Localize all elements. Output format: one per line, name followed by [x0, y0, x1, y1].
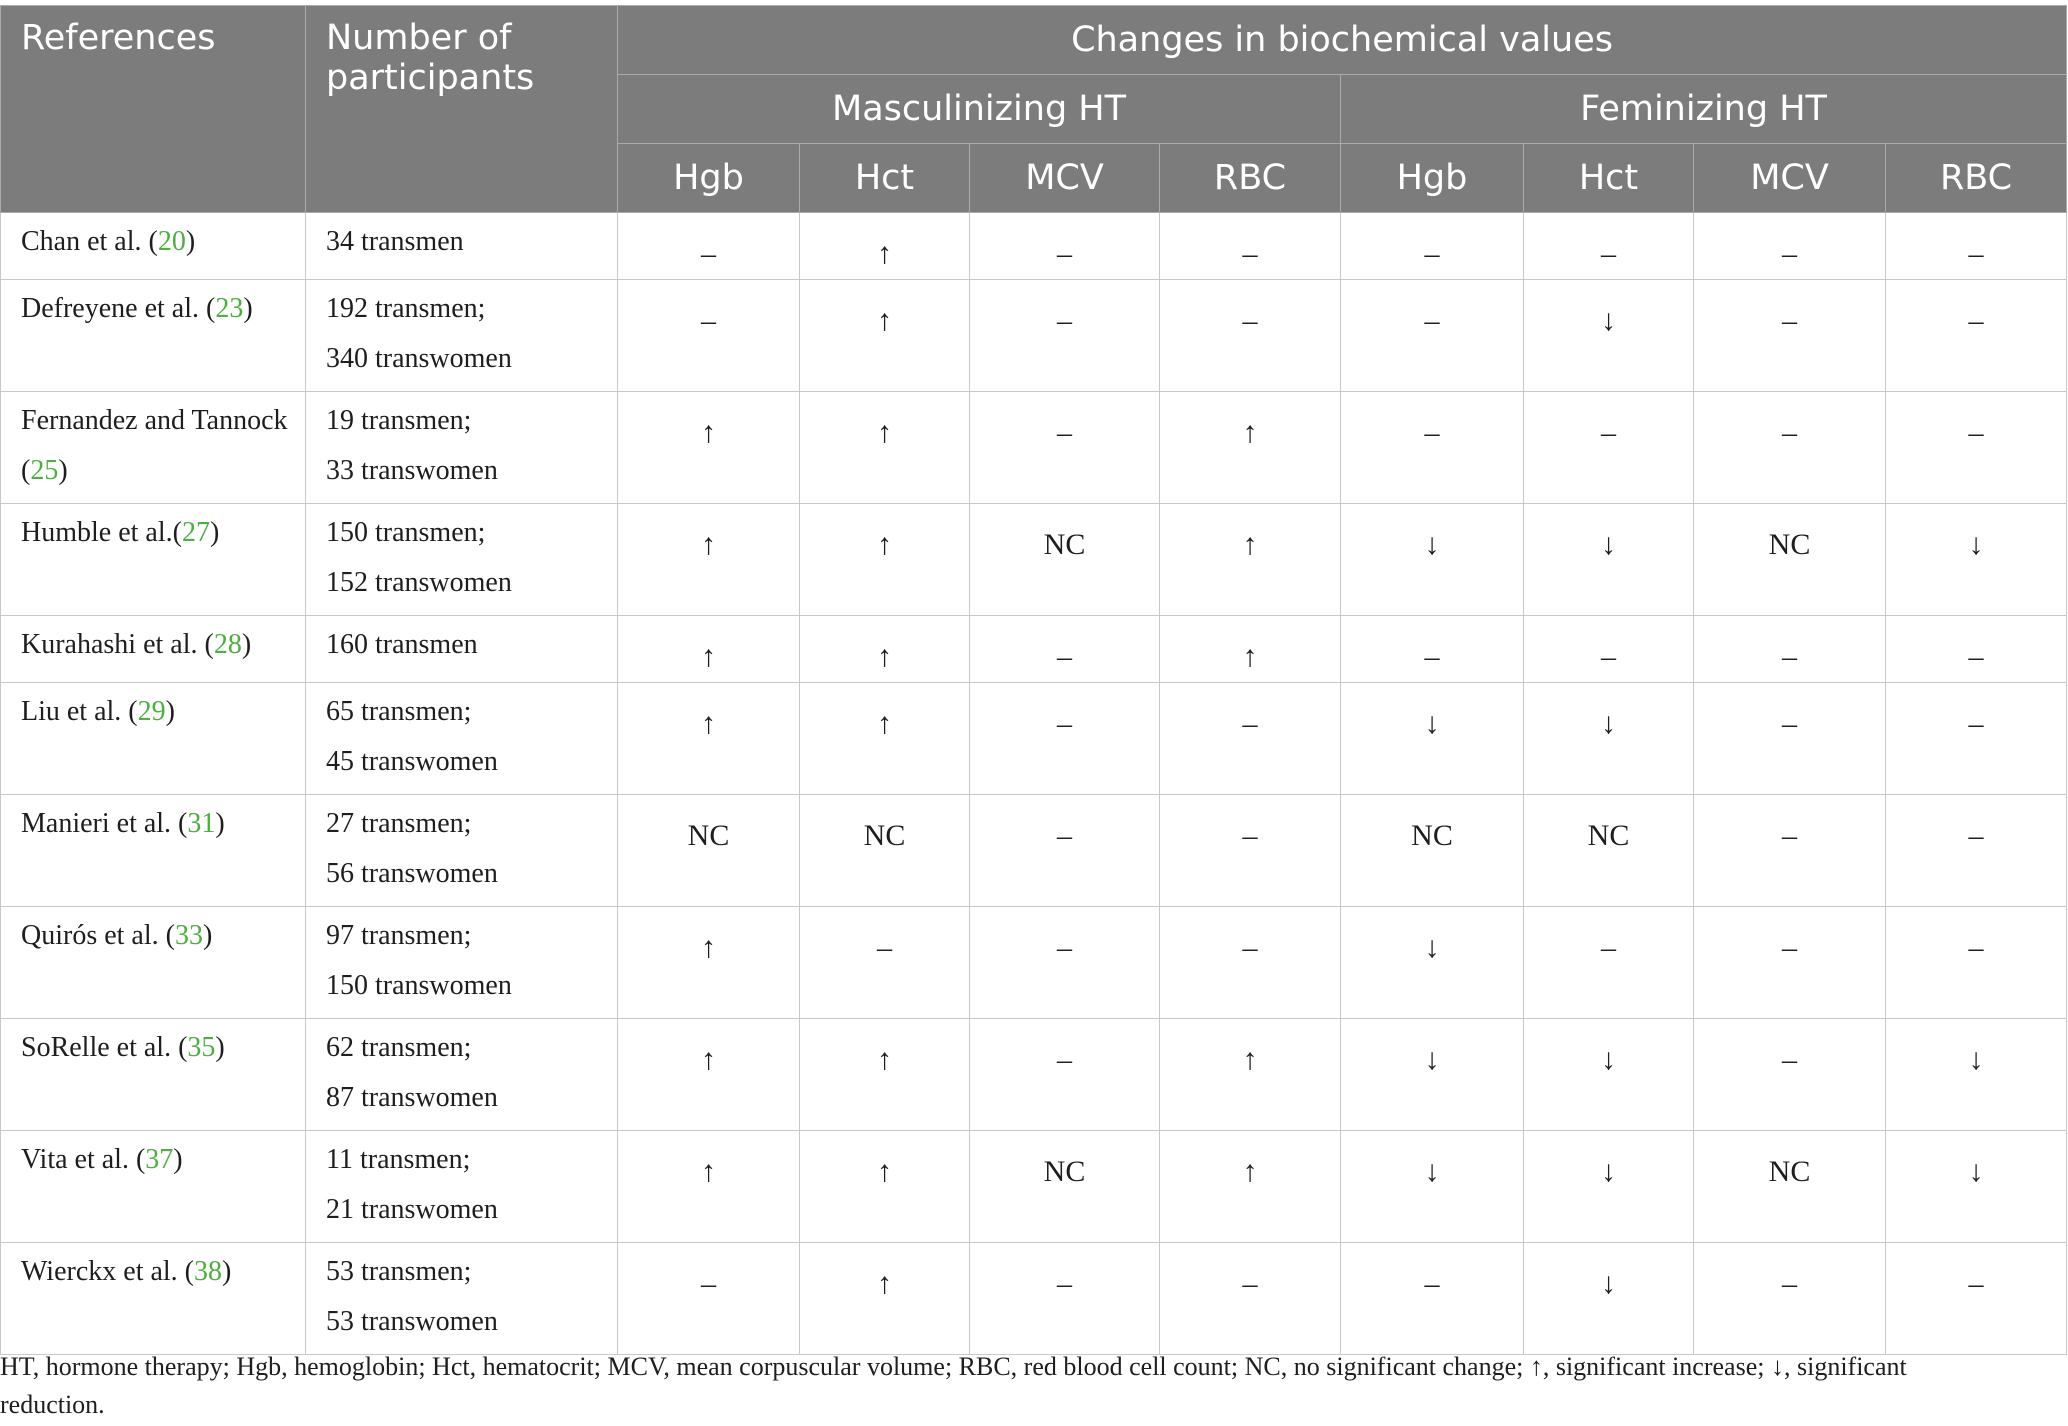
value-text: – [1601, 640, 1616, 673]
reference-text: Humble et al.( [21, 517, 182, 548]
value-cell-hgb-masc [618, 392, 800, 504]
value-cell-hgb-masc [618, 280, 800, 392]
reference-close: ) [209, 517, 220, 548]
reference-text: Defreyene et al. ( [21, 293, 216, 324]
value-cell-rbc-fem [1886, 795, 2067, 907]
table-body [1, 213, 2067, 1355]
table-row [1, 683, 2067, 795]
value-cell-mcv-masc [970, 392, 1160, 504]
value-cell-rbc-masc [1160, 683, 1341, 795]
value-cell-mcv-fem [1694, 907, 1886, 1019]
participants-line-2: 87 transwomen [326, 1082, 498, 1113]
value-text: ↓ [1601, 707, 1616, 740]
value-text: ↓ [1424, 707, 1440, 740]
value-text: – [1057, 819, 1072, 852]
table-row [1, 213, 2067, 280]
participants-line-1: 192 transmen; [326, 293, 486, 324]
header-feminizing: Feminizing HT [1341, 75, 2067, 144]
participants-line-2: 53 transwomen [326, 1306, 498, 1337]
value-text: – [1057, 640, 1072, 673]
value-cell-rbc-masc [1160, 795, 1341, 907]
value-cell-hct-fem [1524, 907, 1694, 1019]
citation-link[interactable]: 23 [215, 293, 244, 324]
value-cell-hgb-masc [618, 795, 800, 907]
value-cell-hct-masc [800, 1019, 970, 1131]
value-text: – [1782, 931, 1797, 964]
citation-link[interactable]: 25 [30, 455, 59, 486]
value-text: – [1424, 237, 1440, 270]
table-row [1, 1131, 2067, 1243]
value-cell-rbc-masc [1160, 616, 1341, 683]
participants-line-1: 160 transmen [326, 629, 478, 660]
participants-line-1: 34 transmen [326, 226, 464, 257]
reference-text: SoRelle et al. ( [21, 1032, 188, 1063]
value-cell-mcv-masc [970, 280, 1160, 392]
value-cell-hct-fem [1524, 213, 1694, 280]
value-text: – [1782, 640, 1797, 673]
reference-close: ) [222, 1256, 232, 1287]
participants-cell [306, 213, 618, 280]
value-text: ↑ [1242, 1043, 1258, 1076]
header-col-rbc-masc: RBC [1160, 144, 1341, 213]
value-cell-hct-masc [800, 795, 970, 907]
value-cell-hct-fem [1524, 280, 1694, 392]
value-text: – [1968, 707, 1984, 740]
reference-close: ) [215, 808, 225, 839]
value-cell-hgb-fem [1341, 1243, 1524, 1355]
value-text: ↑ [701, 1155, 716, 1188]
value-cell-hct-fem [1524, 616, 1694, 683]
value-cell-mcv-fem [1694, 504, 1886, 616]
value-text: NC [1043, 1155, 1086, 1188]
value-cell-rbc-masc [1160, 1131, 1341, 1243]
participants-cell [306, 280, 618, 392]
value-cell-rbc-fem [1886, 504, 2067, 616]
value-text: – [1968, 1267, 1984, 1300]
citation-link[interactable]: 35 [187, 1032, 216, 1063]
header-col-hct-fem: Hct [1524, 144, 1694, 213]
table-header [1, 6, 2067, 213]
value-cell-mcv-fem [1694, 213, 1886, 280]
value-text: NC [1768, 528, 1811, 561]
value-text: – [1424, 304, 1440, 337]
value-cell-rbc-fem [1886, 392, 2067, 504]
header-col-hgb-masc: Hgb [618, 144, 800, 213]
table-row [1, 1019, 2067, 1131]
value-cell-hct-masc [800, 907, 970, 1019]
reference-close: ) [58, 455, 68, 486]
participants-line-2: 56 transwomen [326, 858, 498, 889]
value-text: – [1057, 304, 1072, 337]
value-cell-hgb-masc [618, 213, 800, 280]
value-cell-hgb-fem [1341, 795, 1524, 907]
value-cell-hgb-masc [618, 683, 800, 795]
value-cell-mcv-fem [1694, 795, 1886, 907]
participants-line-1: 19 transmen; [326, 405, 472, 436]
value-text: ↓ [1601, 1267, 1616, 1300]
value-cell-hct-fem [1524, 1131, 1694, 1243]
value-text: ↑ [701, 416, 716, 449]
value-text: ↓ [1601, 1043, 1616, 1076]
participants-cell [306, 683, 618, 795]
participants-line-1: 27 transmen; [326, 808, 472, 839]
value-cell-rbc-masc [1160, 504, 1341, 616]
value-cell-mcv-fem [1694, 280, 1886, 392]
value-cell-hct-masc [800, 683, 970, 795]
value-text: ↓ [1601, 1155, 1616, 1188]
value-text: – [1424, 416, 1440, 449]
value-cell-mcv-masc [970, 213, 1160, 280]
value-text: – [877, 931, 892, 964]
value-text: ↓ [1968, 1043, 1984, 1076]
value-text: – [1782, 819, 1797, 852]
value-cell-mcv-masc [970, 1131, 1160, 1243]
participants-cell [306, 392, 618, 504]
table-row [1, 1243, 2067, 1355]
value-text: ↑ [877, 304, 892, 337]
table-row [1, 795, 2067, 907]
reference-close: ) [173, 1144, 183, 1175]
value-text: – [1782, 707, 1797, 740]
value-cell-rbc-masc [1160, 1019, 1341, 1131]
value-text: ↓ [1424, 1043, 1440, 1076]
reference-cell [1, 683, 306, 795]
reference-cell [1, 1019, 306, 1131]
value-text: – [1968, 640, 1984, 673]
value-cell-mcv-fem [1694, 1131, 1886, 1243]
value-text: – [1601, 416, 1616, 449]
header-col-hgb-fem: Hgb [1341, 144, 1524, 213]
value-cell-rbc-fem [1886, 1243, 2067, 1355]
value-text: ↓ [1968, 528, 1984, 561]
table-row [1, 907, 2067, 1019]
value-text: – [1057, 416, 1072, 449]
participants-line-2: 21 transwomen [326, 1194, 498, 1225]
participants-cell [306, 1131, 618, 1243]
value-cell-rbc-masc [1160, 1243, 1341, 1355]
value-text: – [1601, 931, 1616, 964]
header-col-mcv-masc: MCV [970, 144, 1160, 213]
value-text: – [1424, 640, 1440, 673]
value-text: – [1242, 237, 1258, 270]
value-text: – [1782, 416, 1797, 449]
participants-cell [306, 616, 618, 683]
value-cell-hgb-fem [1341, 1131, 1524, 1243]
reference-cell [1, 907, 306, 1019]
table-row [1, 504, 2067, 616]
value-cell-rbc-masc [1160, 213, 1341, 280]
value-text: – [1057, 707, 1072, 740]
participants-cell [306, 1019, 618, 1131]
participants-line-2: 33 transwomen [326, 455, 498, 486]
reference-close: ) [243, 293, 253, 324]
participants-cell [306, 504, 618, 616]
reference-close: ) [202, 920, 213, 951]
reference-text: Manieri et al. ( [21, 808, 188, 839]
value-cell-hct-fem [1524, 392, 1694, 504]
value-text: NC [1587, 819, 1630, 852]
value-cell-hct-fem [1524, 1243, 1694, 1355]
value-text: NC [1043, 528, 1086, 561]
value-cell-rbc-fem [1886, 1131, 2067, 1243]
reference-close: ) [241, 629, 252, 660]
value-text: ↑ [701, 528, 716, 561]
participants-line-1: 62 transmen; [326, 1032, 472, 1063]
value-text: ↑ [877, 640, 892, 673]
value-text: ↑ [1242, 1155, 1258, 1188]
value-text: – [1424, 1267, 1440, 1300]
header-masculinizing: Masculinizing HT [618, 75, 1341, 144]
citation-link[interactable]: 33 [174, 920, 203, 951]
reference-cell [1, 616, 306, 683]
table-footnote: HT, hormone therapy; Hgb, hemoglobin; Hct, hematocrit; MCV, mean corpuscular volume; RBC, red blood cell count; NC, no significant change; ↑, significant increase; ↓, significant reduction. [0, 1352, 1907, 1419]
value-cell-rbc-fem [1886, 616, 2067, 683]
value-cell-mcv-fem [1694, 1243, 1886, 1355]
participants-line-1: 97 transmen; [326, 920, 472, 951]
value-text: ↓ [1424, 528, 1440, 561]
value-text: ↑ [701, 640, 716, 673]
table-row [1, 616, 2067, 683]
value-text: ↑ [877, 1155, 892, 1188]
value-cell-rbc-masc [1160, 907, 1341, 1019]
value-text: – [701, 237, 716, 270]
participants-line-2: 150 transwomen [326, 970, 512, 1001]
value-text: – [701, 304, 716, 337]
value-cell-hct-masc [800, 213, 970, 280]
citation-link[interactable]: 29 [137, 696, 166, 727]
value-cell-mcv-masc [970, 504, 1160, 616]
value-text: ↑ [877, 707, 892, 740]
value-cell-hgb-masc [618, 1243, 800, 1355]
value-text: ↑ [877, 1043, 892, 1076]
value-cell-mcv-masc [970, 1243, 1160, 1355]
value-cell-hgb-masc [618, 907, 800, 1019]
value-cell-hct-fem [1524, 795, 1694, 907]
citation-link[interactable]: 37 [145, 1144, 174, 1175]
value-text: – [1782, 1043, 1797, 1076]
header-col-mcv-fem: MCV [1694, 144, 1886, 213]
reference-text: Quirós et al. ( [21, 920, 175, 951]
value-cell-hct-fem [1524, 1019, 1694, 1131]
reference-close: ) [215, 1032, 225, 1063]
citation-link[interactable]: 38 [194, 1256, 223, 1287]
value-text: NC [1768, 1155, 1811, 1188]
value-text: ↑ [877, 416, 892, 449]
reference-text: Fernandez and Tannock ( [21, 405, 288, 486]
value-cell-mcv-masc [970, 1019, 1160, 1131]
participants-cell [306, 1243, 618, 1355]
reference-text: Vita et al. ( [21, 1144, 146, 1175]
value-text: ↓ [1601, 304, 1616, 337]
value-cell-hgb-masc [618, 616, 800, 683]
value-text: ↓ [1601, 528, 1616, 561]
value-text: ↑ [877, 1267, 892, 1300]
value-cell-hgb-masc [618, 1019, 800, 1131]
value-text: – [1968, 416, 1984, 449]
header-col-hct-masc: Hct [800, 144, 970, 213]
value-cell-rbc-fem [1886, 1019, 2067, 1131]
value-cell-mcv-fem [1694, 616, 1886, 683]
value-cell-mcv-masc [970, 907, 1160, 1019]
value-text: – [1968, 819, 1984, 852]
value-text: ↓ [1424, 1155, 1440, 1188]
value-text: ↑ [1242, 640, 1258, 673]
value-cell-hgb-fem [1341, 392, 1524, 504]
value-text: – [1968, 304, 1984, 337]
value-text: – [1242, 1267, 1258, 1300]
value-text: – [1057, 237, 1072, 270]
value-text: – [1782, 304, 1797, 337]
table-row [1, 392, 2067, 504]
value-text: – [1242, 819, 1258, 852]
value-cell-hct-masc [800, 280, 970, 392]
value-cell-mcv-masc [970, 795, 1160, 907]
value-text: – [1242, 304, 1258, 337]
citation-link[interactable]: 28 [213, 629, 242, 660]
reference-close: ) [185, 226, 196, 257]
value-text: ↑ [1242, 528, 1258, 561]
value-text: – [701, 1267, 716, 1300]
value-text: ↑ [701, 931, 716, 964]
value-text: ↓ [1424, 931, 1440, 964]
value-text: NC [687, 819, 730, 852]
value-text: – [1782, 237, 1797, 270]
value-text: – [1242, 931, 1258, 964]
value-text: ↑ [877, 237, 892, 270]
value-text: – [1242, 707, 1258, 740]
citation-link[interactable]: 20 [157, 226, 186, 257]
value-text: NC [863, 819, 906, 852]
header-col-rbc-fem: RBC [1886, 144, 2067, 213]
value-cell-rbc-masc [1160, 280, 1341, 392]
reference-cell [1, 795, 306, 907]
value-cell-rbc-fem [1886, 280, 2067, 392]
reference-text: Chan et al. ( [21, 226, 158, 257]
value-text: – [1057, 931, 1072, 964]
citation-link[interactable]: 31 [187, 808, 216, 839]
value-cell-hct-masc [800, 392, 970, 504]
table-row [1, 280, 2067, 392]
value-cell-mcv-masc [970, 683, 1160, 795]
value-cell-hgb-fem [1341, 683, 1524, 795]
value-text: ↑ [877, 528, 892, 561]
reference-text: Kurahashi et al. ( [21, 629, 214, 660]
reference-close: ) [165, 696, 175, 727]
value-cell-rbc-fem [1886, 213, 2067, 280]
value-cell-rbc-fem [1886, 907, 2067, 1019]
header-changes: Changes in biochemical values [618, 6, 2067, 75]
value-text: ↑ [701, 707, 716, 740]
value-cell-hgb-fem [1341, 907, 1524, 1019]
value-cell-hgb-masc [618, 1131, 800, 1243]
participants-line-1: 150 transmen; [326, 517, 486, 548]
value-cell-hgb-fem [1341, 504, 1524, 616]
value-text: – [1782, 1267, 1797, 1300]
value-text: – [1601, 237, 1616, 270]
participants-cell [306, 795, 618, 907]
participants-line-2: 340 transwomen [326, 343, 512, 374]
reference-text: Liu et al. ( [21, 696, 138, 727]
participants-line-2: 152 transwomen [326, 567, 512, 598]
value-cell-mcv-fem [1694, 683, 1886, 795]
citation-link[interactable]: 27 [181, 517, 210, 548]
participants-line-2: 45 transwomen [326, 746, 498, 777]
value-text: – [1057, 1267, 1072, 1300]
value-text: ↑ [701, 1043, 716, 1076]
value-cell-hgb-masc [618, 504, 800, 616]
value-cell-hct-masc [800, 1243, 970, 1355]
value-text: NC [1411, 819, 1453, 852]
participants-cell [306, 907, 618, 1019]
header-references: References [1, 6, 306, 213]
biochemical-changes-table [0, 5, 2067, 1355]
value-text: – [1968, 237, 1984, 270]
reference-text: Wierckx et al. ( [21, 1256, 195, 1287]
reference-cell [1, 1243, 306, 1355]
participants-line-1: 11 transmen; [326, 1144, 471, 1175]
participants-line-1: 53 transmen; [326, 1256, 472, 1287]
value-text: – [1057, 1043, 1072, 1076]
value-cell-hct-masc [800, 1131, 970, 1243]
reference-cell [1, 213, 306, 280]
value-cell-hct-fem [1524, 683, 1694, 795]
value-cell-mcv-masc [970, 616, 1160, 683]
reference-cell [1, 392, 306, 504]
participants-line-1: 65 transmen; [326, 696, 472, 727]
value-cell-hgb-fem [1341, 280, 1524, 392]
reference-cell [1, 1131, 306, 1243]
value-cell-hgb-fem [1341, 213, 1524, 280]
value-cell-hct-masc [800, 616, 970, 683]
value-cell-hgb-fem [1341, 1019, 1524, 1131]
value-text: ↓ [1968, 1155, 1984, 1188]
value-cell-hgb-fem [1341, 616, 1524, 683]
value-text: ↑ [1242, 416, 1258, 449]
reference-cell [1, 280, 306, 392]
value-cell-rbc-masc [1160, 392, 1341, 504]
reference-cell [1, 504, 306, 616]
value-cell-hct-fem [1524, 504, 1694, 616]
value-cell-mcv-fem [1694, 1019, 1886, 1131]
value-cell-mcv-fem [1694, 392, 1886, 504]
value-cell-rbc-fem [1886, 683, 2067, 795]
value-cell-hct-masc [800, 504, 970, 616]
header-participants: Number of participants [306, 6, 618, 213]
value-text: – [1968, 931, 1984, 964]
